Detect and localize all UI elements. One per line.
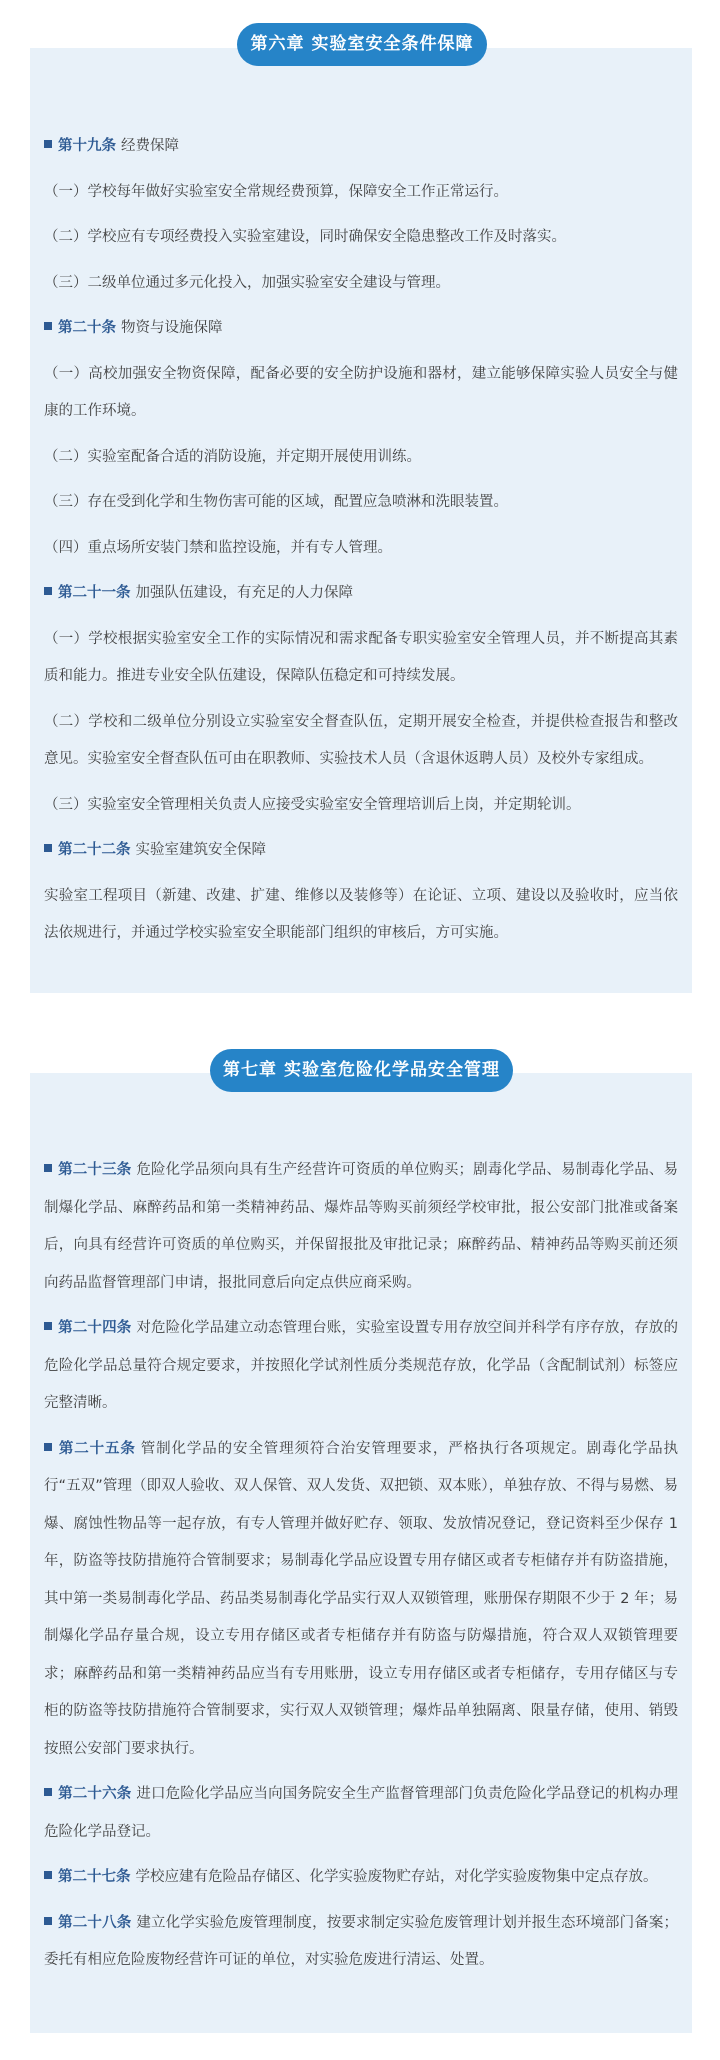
article-24 [44, 1310, 678, 1423]
article-26 [44, 1776, 678, 1851]
article-body: 进口危险化学品应当向国务院安全生产监督管理部门负责危险化学品登记的机构办理危险化学品登记。 [44, 1786, 678, 1840]
article-body: 管制化学品的安全管理须符合治安管理要求，严格执行各项规定。剧毒化学品执行“五双”管理（即双人验收、双人保管、双人发货、双把锁、双本账），单独存放、不得与易燃、易爆、腐蚀性物品等一起存放，有专人管理并做好贮存、领取、发放情况登记，登记资料至少保存 1 年，防盗等技防措施符合管制要求；易制毒化学品应设置专用存储区或者专柜储存并有防盗措施，其中第一类易制毒化学品、药品类易制毒化学品实行双人双锁管理，账册保存期限不少于 2 年；易制爆化学品存量合规，设立专用存储区或者专柜储存并有防盗与防爆措施，符合双人双锁管理要求；麻醉药品和第一类精神药品应当有专用账册，设立专用存储区或者专柜储存，专用存储区与专柜的防盗等技防措施符合管制要求，实行双人双锁管理；爆炸品单独隔离、限量存储，使用、销毁按照公安部门要求执行。 [44, 1440, 678, 1757]
paragraph: （一）高校加强安全物资保障，配备必要的安全防护设施和器材，建立能够保障实验人员安全与健康的工作环境。 [44, 365, 678, 419]
article-number: 第二十八条 [58, 1914, 132, 1931]
square-bullet-icon [44, 1788, 52, 1796]
paragraph: （二）学校和二级单位分别设立实验室安全督查队伍，定期开展安全检查，并提供检查报告和整改意见。实验室安全督查队伍可由在职教师、实验技术人员（含退休返聘人员）及校外专家组成。 [44, 713, 678, 767]
article-number: 第二十四条 [58, 1320, 132, 1336]
paragraph: （二）实验室配备合适的消防设施，并定期开展使用训练。 [44, 448, 421, 465]
chapter-7-panel [30, 1073, 692, 2033]
article-21 [44, 575, 678, 613]
article-28 [44, 1905, 678, 1980]
chapter-6-title: 第六章 实验室安全条件保障 [237, 23, 487, 66]
square-bullet-icon [44, 322, 52, 330]
article-number: 第二十五条 [58, 1440, 136, 1457]
paragraph: 实验室工程项目（新建、改建、扩建、维修以及装修等）在论证、立项、建设以及验收时，应当依法依规进行，并通过学校实验室安全职能部门组织的审核后，方可实施。 [44, 887, 678, 941]
article-body: 对危险化学品建立动态管理台账，实验室设置专用存放空间并科学有序存放，存放的危险化学品总量符合规定要求，并按照化学试剂性质分类规范存放，化学品（含配制试剂）标签应完整清晰。 [44, 1320, 678, 1411]
square-bullet-icon [44, 844, 52, 852]
article-number: 第二十六条 [58, 1786, 132, 1802]
article-number: 第二十二条 [58, 842, 131, 858]
paragraph: （三）实验室安全管理相关负责人应接受实验室安全管理培训后上岗，并定期轮训。 [44, 796, 581, 813]
article-number: 第二十七条 [58, 1869, 131, 1885]
square-bullet-icon [44, 1917, 52, 1925]
article-22 [44, 832, 678, 870]
article-19 [44, 128, 678, 166]
article-body: 建立化学实验危废管理制度，按要求制定实验危废管理计划并报生态环境部门备案；委托有相应危险废物经营许可证的单位，对实验危废进行清运、处置。 [44, 1914, 678, 1968]
paragraph: （二）学校应有专项经费投入实验室建设，同时确保安全隐患整改工作及时落实。 [44, 229, 566, 245]
paragraph: （四）重点场所安装门禁和监控设施，并有专人管理。 [44, 539, 392, 556]
article-title: 经费保障 [121, 138, 179, 154]
square-bullet-icon [44, 1164, 52, 1172]
article-number: 第十九条 [58, 138, 116, 154]
paragraph: （一）学校每年做好实验室安全常规经费预算，保障安全工作正常运行。 [44, 183, 508, 200]
paragraph: （三）二级单位通过多元化投入，加强实验室安全建设与管理。 [44, 274, 450, 291]
article-27 [44, 1859, 678, 1897]
article-25 [44, 1431, 678, 1769]
paragraph: （一）学校根据实验室安全工作的实际情况和需求配备专职实验室安全管理人员，并不断提高其素质和能力。推进专业安全队伍建设，保障队伍稳定和可持续发展。 [44, 630, 678, 684]
article-20 [44, 310, 678, 348]
square-bullet-icon [44, 1443, 52, 1451]
article-title: 加强队伍建设，有充足的人力保障 [135, 585, 353, 601]
article-23 [44, 1152, 678, 1302]
article-number: 第二十一条 [58, 585, 131, 601]
article-body: 危险化学品须向具有生产经营许可资质的单位购买；剧毒化学品、易制毒化学品、易制爆化学品、麻醉药品和第一类精神药品、爆炸品等购买前须经学校审批，报公安部门批准或备案后，向具有经营许可资质的单位购买，并保留报批及审批记录；麻醉药品、精神药品等购买前还须向药品监督管理部门申请，报批同意后向定点供应商采购。 [44, 1162, 678, 1291]
article-number: 第二十三条 [58, 1162, 132, 1178]
article-title: 实验室建筑安全保障 [135, 842, 266, 858]
square-bullet-icon [44, 1322, 52, 1330]
article-number: 第二十条 [58, 320, 116, 336]
square-bullet-icon [44, 1871, 52, 1879]
square-bullet-icon [44, 140, 52, 148]
paragraph: （三）存在受到化学和生物伤害可能的区域，配置应急喷淋和洗眼装置。 [44, 494, 508, 510]
chapter-7-title: 第七章 实验室危险化学品安全管理 [210, 1049, 513, 1092]
chapter-6-panel [30, 48, 692, 993]
article-body: 学校应建有危险品存储区、化学实验废物贮存站，对化学实验废物集中定点存放。 [135, 1869, 658, 1885]
square-bullet-icon [44, 587, 52, 595]
article-title: 物资与设施保障 [121, 320, 223, 336]
